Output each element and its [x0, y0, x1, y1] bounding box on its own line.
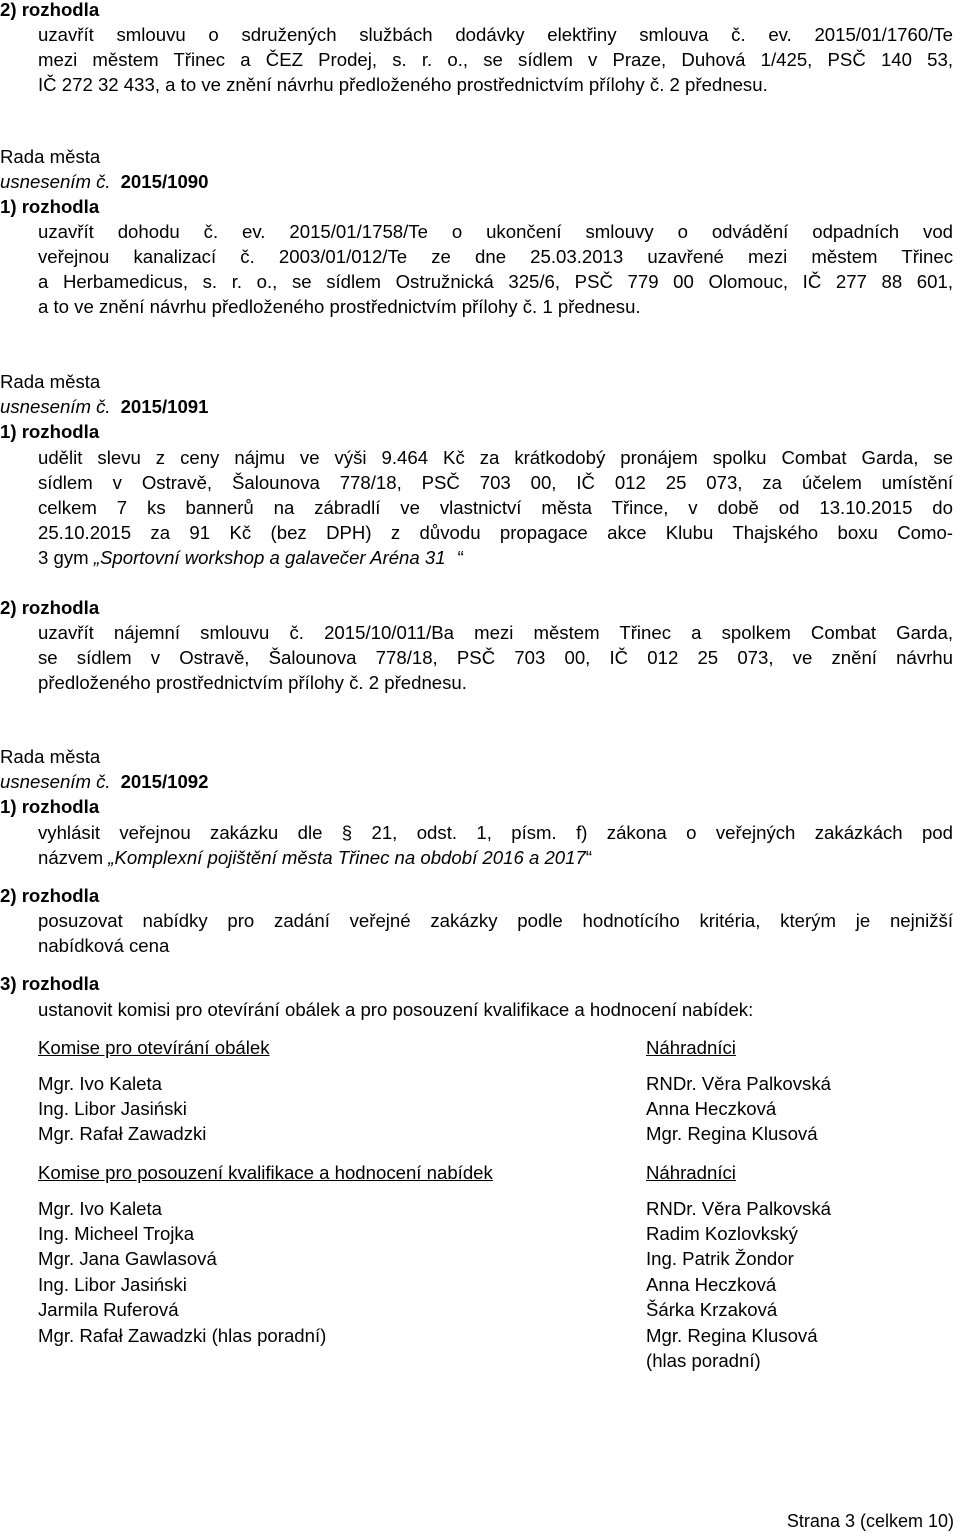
- decision-heading: 2) rozhodla: [0, 597, 100, 618]
- alternate-name: Radim Kozlovkský: [646, 1223, 798, 1244]
- member-name: Mgr. Ivo Kaleta: [38, 1073, 163, 1094]
- resolution-number: usnesením č. 2015/1092: [0, 771, 209, 792]
- paragraph-line: názvem „Komplexní pojištění města Třinec na období 2016 a 2017“: [38, 847, 593, 868]
- alternate-name: Ing. Patrik Žondor: [646, 1248, 794, 1269]
- decision-heading: 2) rozhodla: [0, 0, 100, 20]
- member-name: Jarmila Ruferová: [38, 1299, 179, 1320]
- paragraph-line: 25.10.2015 za 91 Kč (bez DPH) z důvodu propagace akce Klubu Thajského boxu Como-: [38, 522, 953, 543]
- alternate-name: Anna Heczková: [646, 1098, 777, 1119]
- paragraph-line: sídlem v Ostravě, Šalounova 778/18, PSČ 703 00, IČ 012 25 073, za účelem umístění: [38, 472, 953, 493]
- decision-heading: 2) rozhodla: [0, 885, 100, 906]
- alternate-name: Šárka Krzaková: [646, 1299, 778, 1320]
- alternate-name: Anna Heczková: [646, 1274, 777, 1295]
- council-label: Rada města: [0, 371, 101, 392]
- decision-heading: 1) rozhodla: [0, 196, 100, 217]
- page-number: Strana 3 (celkem 10): [786, 1511, 954, 1531]
- paragraph-line: mezi městem Třinec a ČEZ Prodej, s. r. o., se sídlem v Praze, Duhová 1/425, PSČ 140 53,: [38, 49, 953, 70]
- decision-heading: 1) rozhodla: [0, 796, 100, 817]
- paragraph-line: předloženého prostřednictvím přílohy č. 2 přednesu.: [38, 672, 467, 693]
- commission-title: Komise pro posouzení kvalifikace a hodnocení nabídek: [38, 1162, 493, 1183]
- paragraph-line: ustanovit komisi pro otevírání obálek a pro posouzení kvalifikace a hodnocení nabídek:: [38, 999, 754, 1020]
- alternates-title: Náhradníci: [646, 1162, 736, 1183]
- resolution-number: usnesením č. 2015/1090: [0, 171, 209, 192]
- member-name: Mgr. Ivo Kaleta: [38, 1198, 163, 1219]
- paragraph-line: nabídková cena: [38, 935, 170, 956]
- paragraph-line: posuzovat nabídky pro zadání veřejné zakázky podle hodnotícího kritéria, kterým je nejnižší: [38, 910, 953, 931]
- alternates-title: Náhradníci: [646, 1037, 736, 1058]
- paragraph-line: uzavřít smlouvu o sdružených službách dodávky elektřiny smlouva č. ev. 2015/01/1760/Te: [38, 24, 953, 45]
- paragraph-line: 3 gym „Sportovní workshop a galavečer Aréna 31 “: [38, 547, 464, 568]
- paragraph-line: a Herbamedicus, s. r. o., se sídlem Ostružnická 325/6, PSČ 779 00 Olomouc, IČ 277 88 601,: [38, 271, 953, 292]
- alternate-name: RNDr. Věra Palkovská: [646, 1198, 831, 1219]
- paragraph-line: veřejnou kanalizací č. 2003/01/012/Te ze dne 25.03.2013 uzavřené mezi městem Třinec: [38, 246, 953, 267]
- paragraph-line: uzavřít nájemní smlouvu č. 2015/10/011/Ba mezi městem Třinec a spolkem Combat Garda,: [38, 622, 953, 643]
- resolution-number: usnesením č. 2015/1091: [0, 396, 209, 417]
- member-name: Mgr. Rafał Zawadzki (hlas poradní): [38, 1325, 327, 1346]
- alternate-name: RNDr. Věra Palkovská: [646, 1073, 831, 1094]
- alternate-name: Mgr. Regina Klusová: [646, 1123, 818, 1144]
- paragraph-line: uzavřít dohodu č. ev. 2015/01/1758/Te o ukončení smlouvy o odvádění odpadních vod: [38, 221, 953, 242]
- commission-title: Komise pro otevírání obálek: [38, 1037, 270, 1058]
- paragraph-line: udělit slevu z ceny nájmu ve výši 9.464 Kč za krátkodobý pronájem spolku Combat Garda, se: [38, 447, 953, 468]
- paragraph-line: celkem 7 ks bannerů na zábradlí ve vlastnictví města Třince, v době od 13.10.2015 do: [38, 497, 953, 518]
- council-label: Rada města: [0, 746, 101, 767]
- event-name: „Sportovní workshop a galavečer Aréna 31: [93, 547, 446, 568]
- member-name: Mgr. Jana Gawlasová: [38, 1248, 217, 1269]
- tender-name: „Komplexní pojištění města Třinec na období 2016 a 2017: [108, 847, 586, 868]
- decision-heading: 1) rozhodla: [0, 421, 100, 442]
- member-name: Ing. Libor Jasiński: [38, 1274, 187, 1295]
- member-name: Mgr. Rafał Zawadzki: [38, 1123, 207, 1144]
- paragraph-line: se sídlem v Ostravě, Šalounova 778/18, PSČ 703 00, IČ 012 25 073, ve znění návrhu: [38, 647, 953, 668]
- alternate-name: Mgr. Regina Klusová: [646, 1325, 818, 1346]
- member-name: Ing. Libor Jasiński: [38, 1098, 187, 1119]
- paragraph-line: vyhlásit veřejnou zakázku dle § 21, odst. 1, písm. f) zákona o veřejných zakázkách pod: [38, 822, 953, 843]
- alternate-note: (hlas poradní): [646, 1350, 761, 1371]
- decision-heading: 3) rozhodla: [0, 973, 100, 994]
- paragraph-line: IČ 272 32 433, a to ve znění návrhu předloženého prostřednictvím přílohy č. 2 přednesu.: [38, 74, 768, 95]
- member-name: Ing. Micheel Trojka: [38, 1223, 195, 1244]
- council-label: Rada města: [0, 146, 101, 167]
- paragraph-line: a to ve znění návrhu předloženého prostřednictvím přílohy č. 1 přednesu.: [38, 296, 641, 317]
